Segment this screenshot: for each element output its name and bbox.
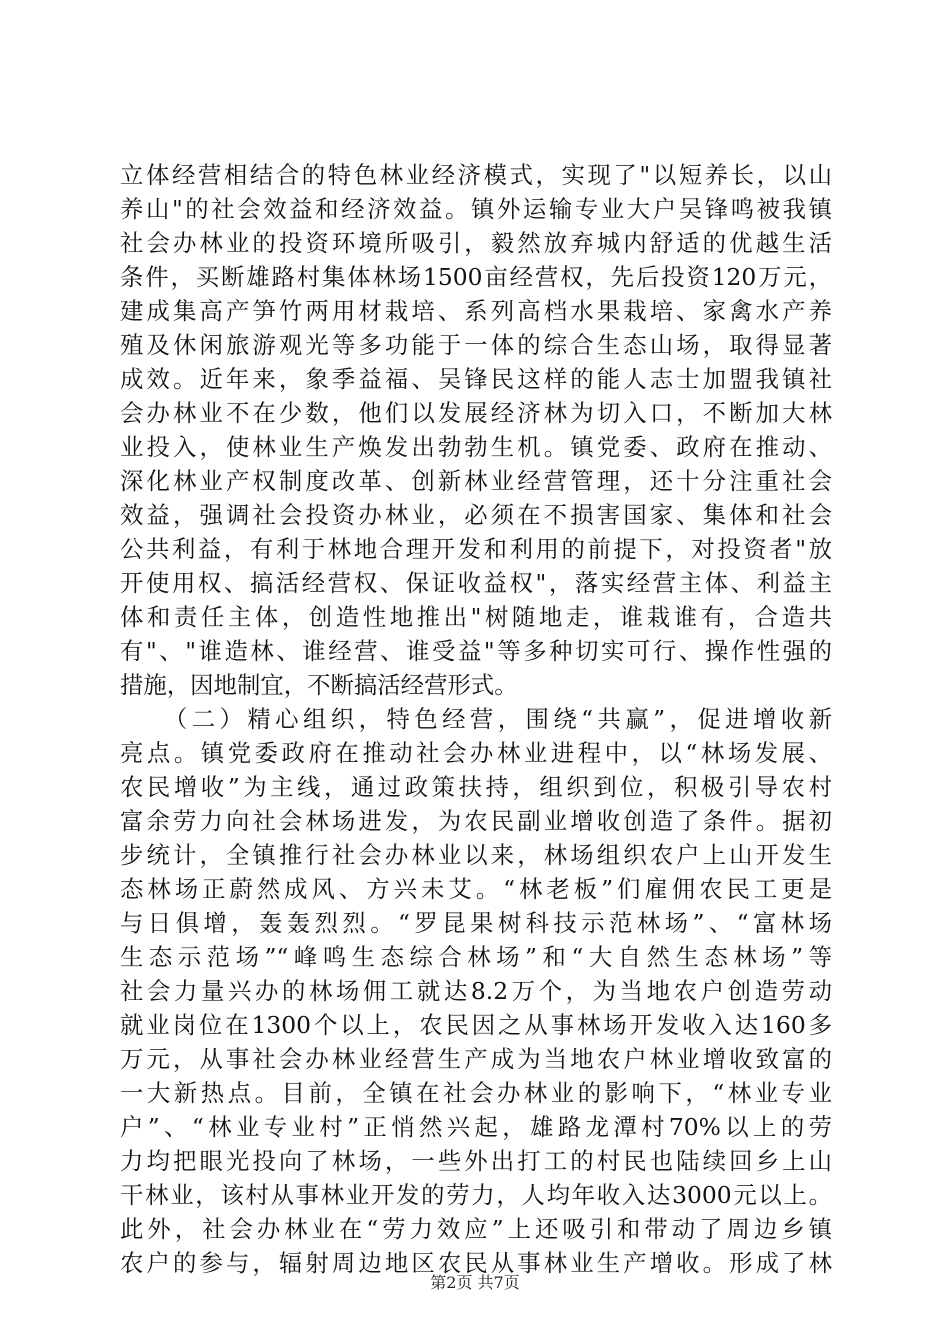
text-line: 亮点。镇党委政府在推动社会办林业进程中，以“林场发展、: [120, 739, 832, 767]
text-line: 万元，从事社会办林业经营生产成为当地农户林业增收致富的: [120, 1045, 832, 1073]
text-line: 殖及休闲旅游观光等多功能于一体的综合生态山场，取得显著: [120, 331, 832, 359]
text-line: 成效。近年来，象季益福、吴锋民这样的能人志士加盟我镇社: [120, 365, 832, 393]
text-line: 力均把眼光投向了林场，一些外出打工的村民也陆续回乡上山: [120, 1147, 832, 1175]
text-line: 此外，社会办林业在“劳力效应”上还吸引和带动了周边乡镇: [120, 1215, 832, 1243]
text-line: 社会办林业的投资环境所吸引，毅然放弃城内舒适的优越生活: [120, 229, 832, 257]
text-line: 措施，因地制宜，不断搞活经营形式。: [120, 671, 518, 699]
text-line: 步统计，全镇推行社会办林业以来，林场组织农户上山开发生: [120, 841, 832, 869]
text-line: 有"、"谁造林、谁经营、谁受益"等多种切实可行、操作性强的: [120, 637, 832, 665]
text-line: 养山"的社会效益和经济效益。镇外运输专业大户吴锋鸣被我镇: [120, 195, 832, 223]
text-line: 干林业，该村从事林业开发的劳力，人均年收入达3000元以上。: [120, 1181, 832, 1209]
text-line: 与日俱增，轰轰烈烈。“罗昆果树科技示范林场”、“富林场: [120, 909, 832, 937]
page-footer: 第2页 共7页: [430, 1273, 520, 1292]
text-line: 农户的参与，辐射周边地区农民从事林业生产增收。形成了林: [120, 1249, 832, 1277]
text-line: 建成集高产笋竹两用材栽培、系列高档水果栽培、家禽水产养: [120, 297, 832, 325]
text-line: 体和责任主体，创造性地推出"树随地走，谁栽谁有，合造共: [120, 603, 832, 631]
text-line: 公共利益，有利于林地合理开发和利用的前提下，对投资者"放: [120, 535, 832, 563]
text-line: 立体经营相结合的特色林业经济模式，实现了"以短养长，以山: [120, 161, 832, 189]
text-line: 生态示范场”“峰鸣生态综合林场”和“大自然生态林场”等: [120, 943, 832, 971]
text-line: 户”、“林业专业村”正悄然兴起，雄路龙潭村70%以上的劳: [120, 1113, 832, 1141]
text-line: 效益，强调社会投资办林业，必须在不损害国家、集体和社会: [120, 501, 832, 529]
text-line: 态林场正蔚然成风、方兴未艾。“林老板”们雇佣农民工更是: [120, 875, 832, 903]
text-line: 社会力量兴办的林场佣工就达8.2万个，为当地农户创造劳动: [120, 977, 832, 1005]
text-line: 条件，买断雄路村集体林场1500亩经营权，先后投资120万元，: [120, 263, 832, 291]
text-line: （二）精心组织，特色经营，围绕“共赢”，促进增收新: [120, 705, 832, 733]
text-line: 深化林业产权制度改革、创新林业经营管理，还十分注重社会: [120, 467, 832, 495]
text-line: 一大新热点。目前，全镇在社会办林业的影响下，“林业专业: [120, 1079, 832, 1107]
text-line: 开使用权、搞活经营权、保证收益权"，落实经营主体、利益主: [120, 569, 832, 597]
text-line: 农民增收”为主线，通过政策扶持，组织到位，积极引导农村: [120, 773, 832, 801]
text-line: 富余劳力向社会林场进发，为农民副业增收创造了条件。据初: [120, 807, 832, 835]
text-line: 就业岗位在1300个以上，农民因之从事林场开发收入达160多: [120, 1011, 832, 1039]
text-line: 业投入，使林业生产焕发出勃勃生机。镇党委、政府在推动、: [120, 433, 832, 461]
body-text: [120, 158, 832, 1280]
text-line: 会办林业不在少数，他们以发展经济林为切入口，不断加大林: [120, 399, 832, 427]
